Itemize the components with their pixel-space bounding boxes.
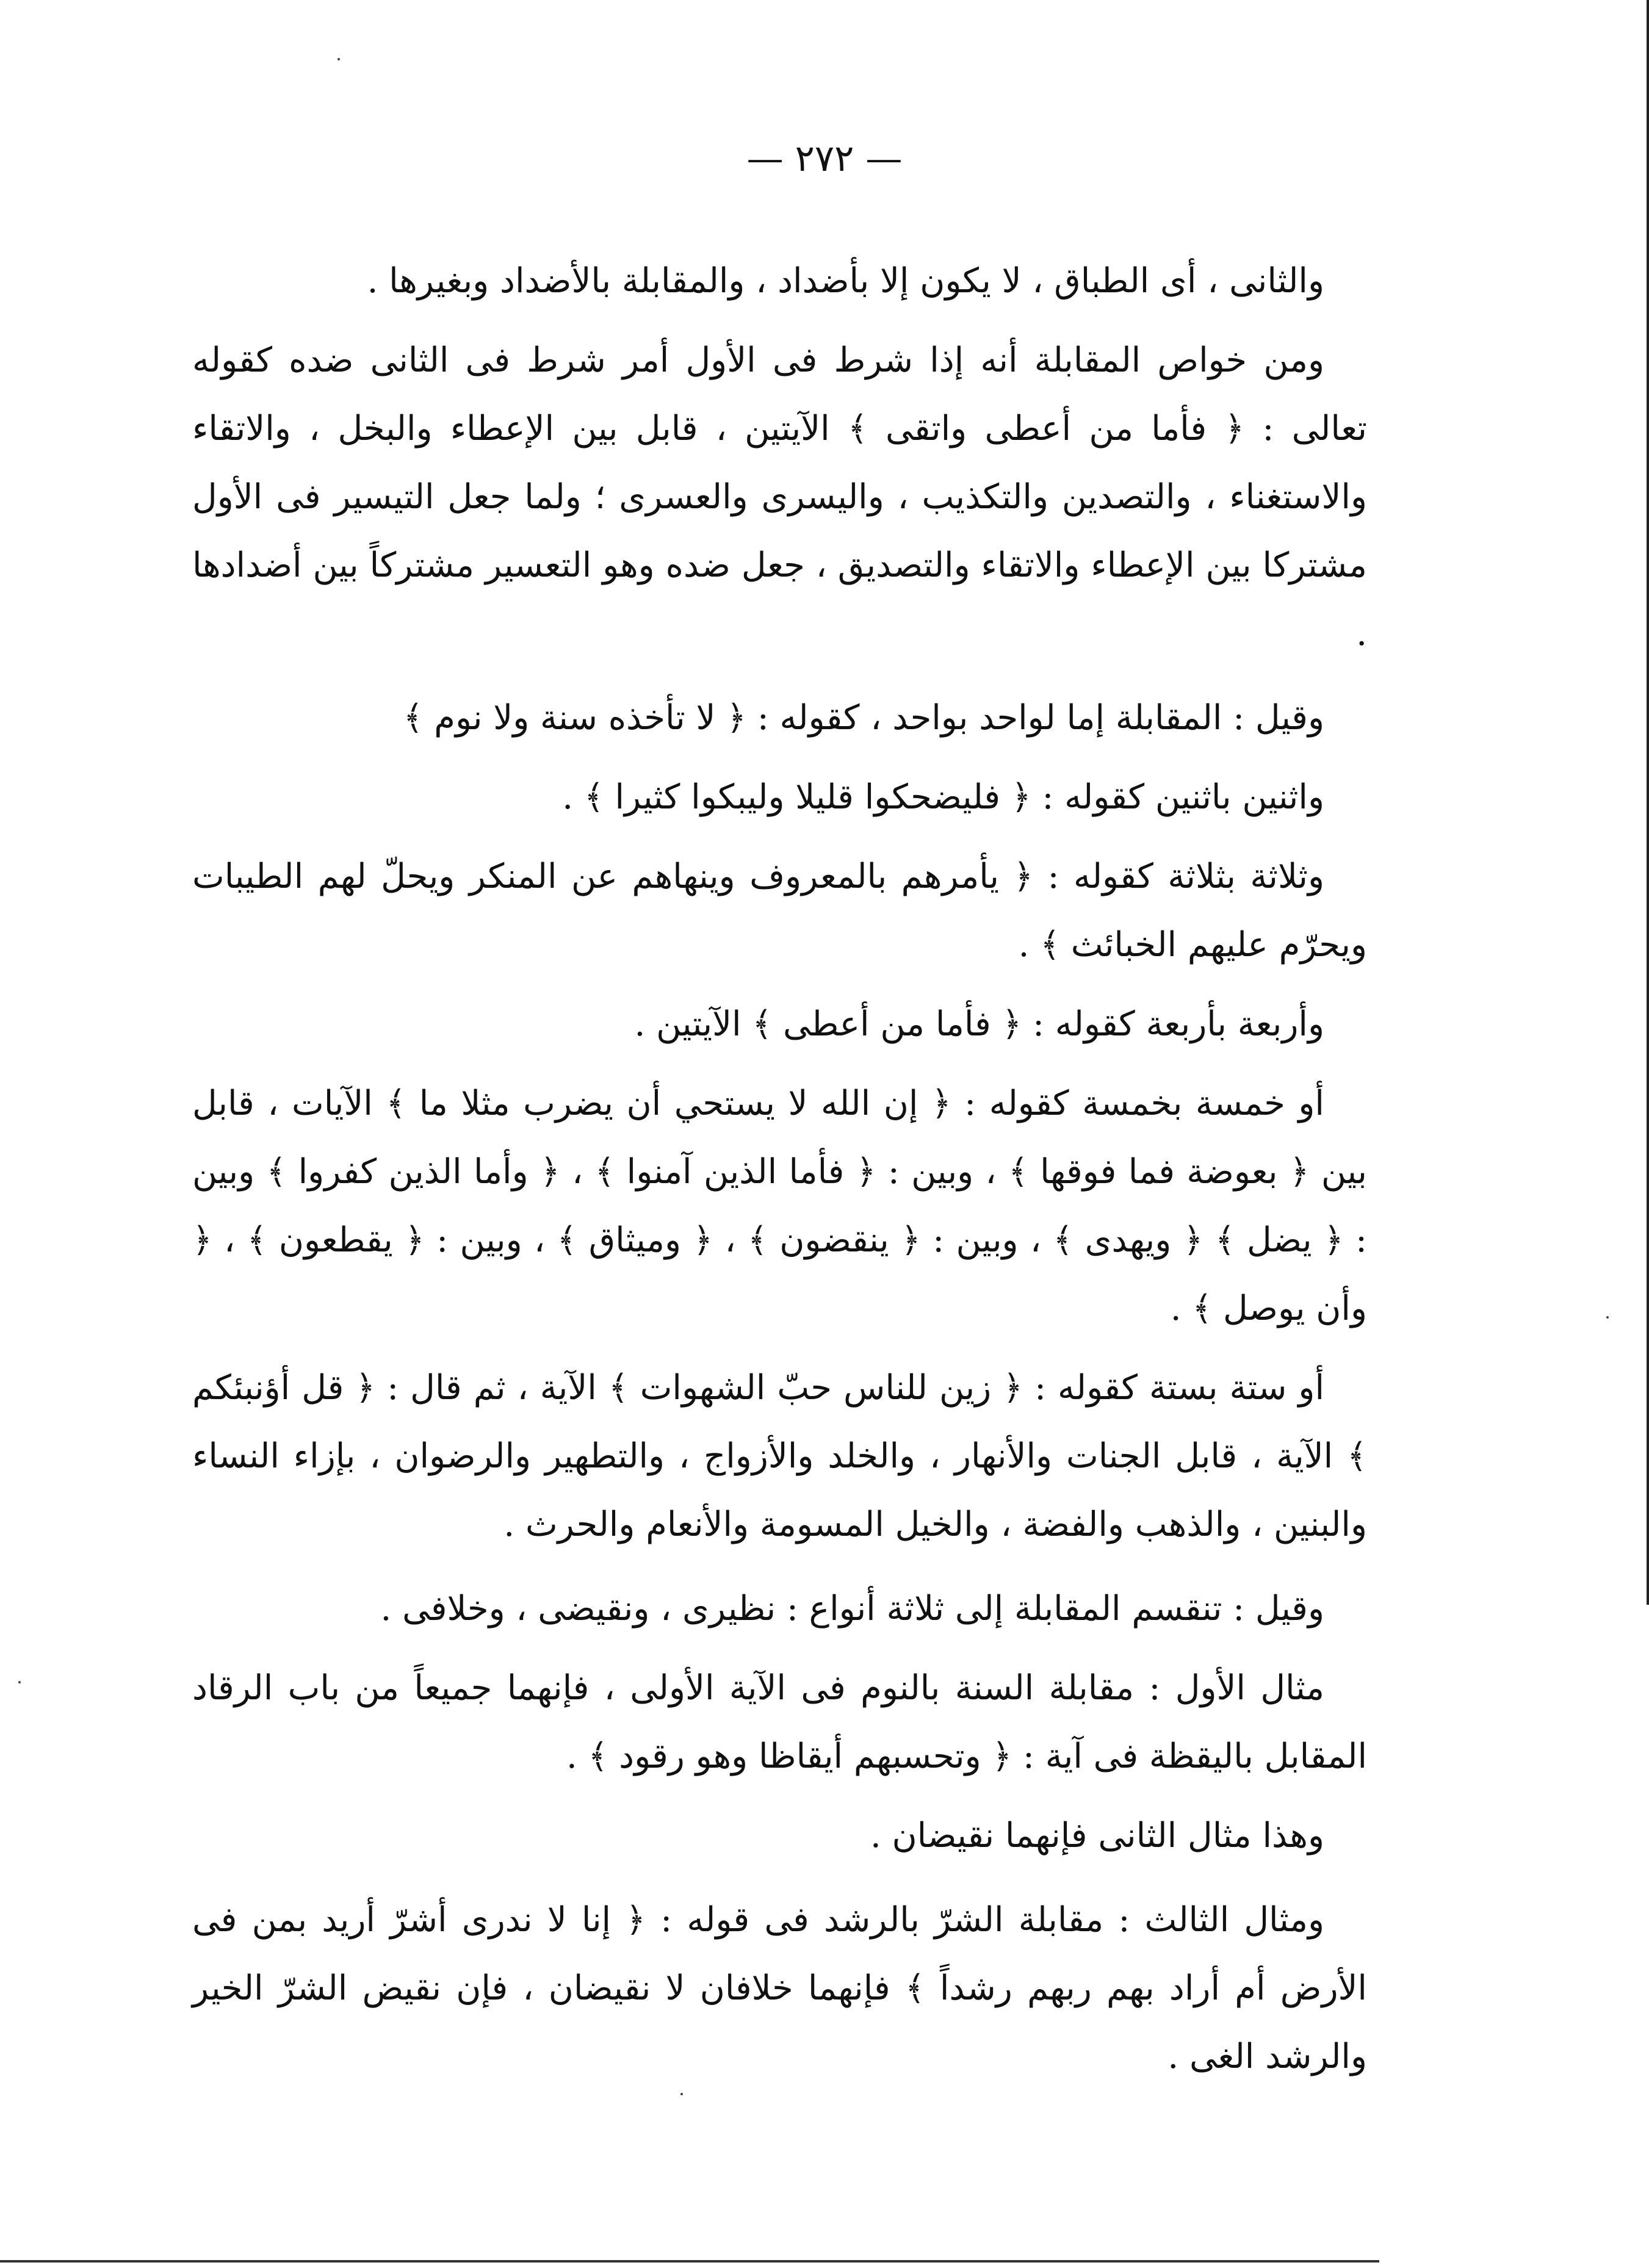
scan-bottom-line (0, 2260, 1379, 2263)
paragraph-tibaq: والثانى ، أى الطباق ، لا يكون إلا بأضداد ، والمقابلة بالأضداد وبغيرها . (367, 261, 1324, 301)
paragraph-muqabala-properties: ومن خواص المقابلة أنه إذا شرط فى الأول أمر شرط فى الثانى ضده كقوله تعالى : ﴿ فأما من أعطى واتقى ﴾ الآيتين ، قابل بين الإعطاء والبخل ، والاتقاء والاستغناء ، والتصدين والتكذيب ، واليسرى والعسرى ؛ ولما جعل التيسير فى الأول مشتركا بين الإعطاء والاتقاء والتصديق ، جعل ضده وهو التعسير مشتركاً بين أضدادها . (192, 340, 1367, 653)
paragraph-six-by-six: أو ستة بستة كقوله : ﴿ زين للناس حبّ الشهوات ﴾ الآية ، ثم قال : ﴿ قل أؤنبئكم ﴾ الآية ، قابل الجنات والأنهار ، والخلد والأزواج ، والتطهير والرضوان ، بإزاء النساء والبنين ، والذهب والفضة ، والخيل المسومة والأنعام والحرث . (192, 1368, 1367, 1544)
paragraph-one-by-one: وقيل : المقابلة إما لواحد بواحد ، كقوله : ﴿ لا تأخذه سنة ولا نوم ﴾ (403, 698, 1324, 738)
scan-speck (18, 1681, 21, 1683)
scan-speck (680, 2093, 683, 2095)
paragraph-four-by-four: وأربعة بأربعة كقوله : ﴿ فأما من أعطى ﴾ الآيتين . (634, 1004, 1324, 1044)
paragraph-three-by-three: وثلاثة بثلاثة كقوله : ﴿ يأمرهم بالمعروف وينهاهم عن المنكر ويحلّ لهم الطيبات ويحرّم عليهم الخبائث ﴾ . (192, 857, 1367, 965)
paragraph-five-by-five: أو خمسة بخمسة كقوله : ﴿ إن الله لا يستحي أن يضرب مثلا ما ﴾ الآيات ، قابل بين ﴿ بعوضة فما فوقها ﴾ ، وبين : ﴿ فأما الذين آمنوا ﴾ ، ﴿ وأما الذين كفروا ﴾ وبين : ﴿ يضل ﴾ ﴿ ويهدى ﴾ ، وبين : ﴿ ينقضون ﴾ ، ﴿ وميثاق ﴾ ، وبين : ﴿ يقطعون ﴾ ، ﴿ وأن يوصل ﴾ . (192, 1084, 1367, 1328)
paragraph-second-example: وهذا مثال الثانى فإنهما نقيضان . (870, 1816, 1324, 1856)
page-body (192, 247, 1367, 2102)
paragraph-first-example: مثال الأول : مقابلة السنة بالنوم فى الآية الأولى ، فإنهما جميعاً من باب الرقاد المقابل باليقظة فى آية : ﴿ وتحسبهم أيقاظا وهو رقود ﴾ . (192, 1668, 1367, 1776)
scan-speck (1606, 1316, 1609, 1319)
paragraph-two-by-two: واثنين باثنين كقوله : ﴿ فليضحكوا قليلا وليبكوا كثيرا ﴾ . (562, 777, 1324, 817)
scan-edge-line (1647, 0, 1649, 1605)
paragraph-third-example: ومثال الثالث : مقابلة الشرّ بالرشد فى قوله : ﴿ إنا لا ندرى أشرّ أريد بمن فى الأرض أم أراد بهم ربهم رشداً ﴾ فإنهما خلافان لا نقيضان ، فإن نقيض الشرّ الخير والرشد الغى . (192, 1900, 1367, 2076)
paragraph-three-types: وقيل : تنقسم المقابلة إلى ثلاثة أنواع : نظيرى ، ونقيضى ، وخلافى . (380, 1589, 1324, 1629)
page-number: — ٢٧٢ — (746, 137, 903, 180)
scan-speck (337, 58, 340, 60)
